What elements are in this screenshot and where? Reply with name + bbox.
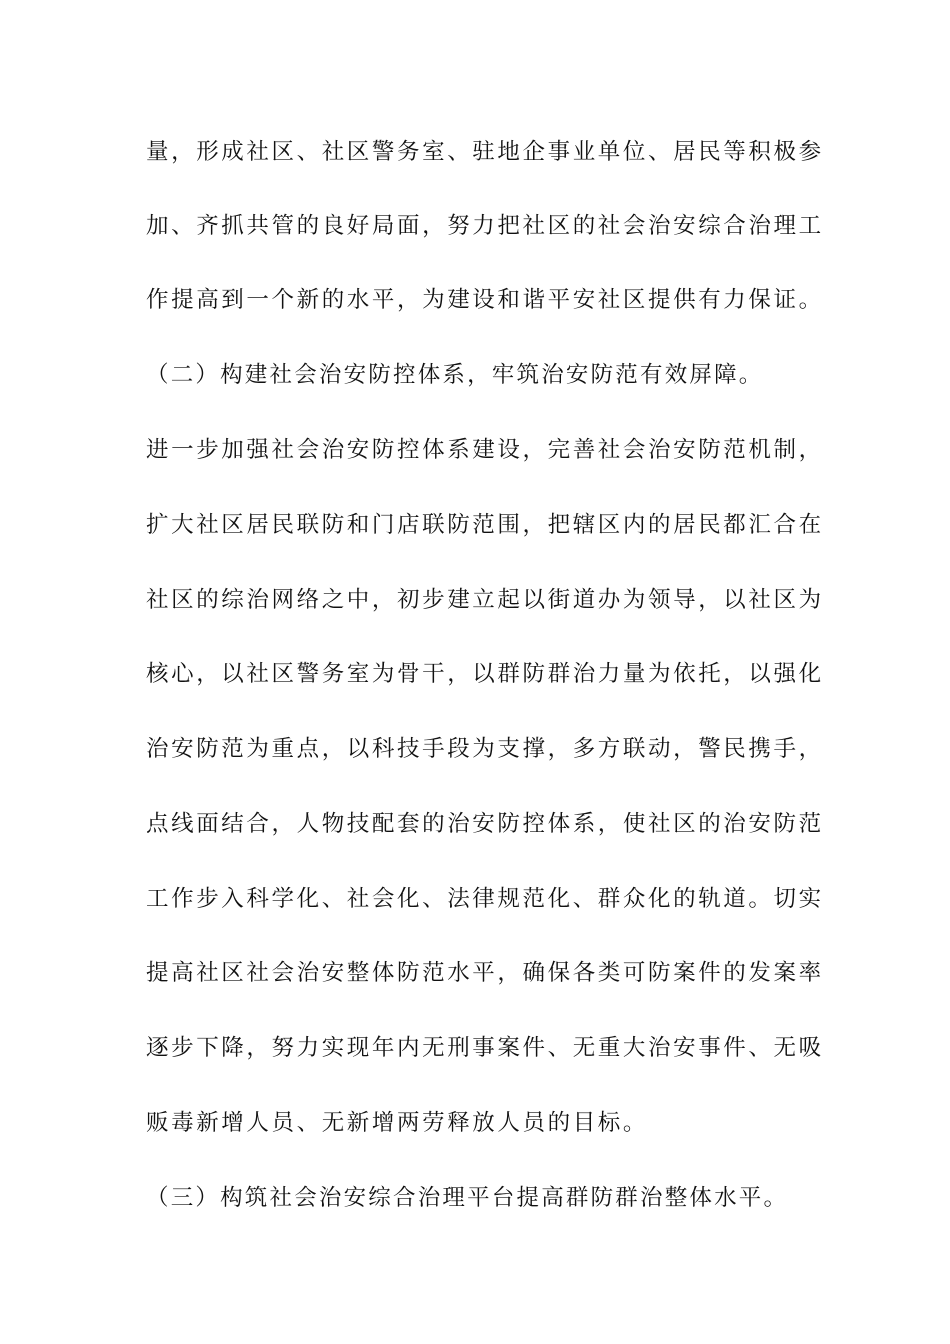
- paragraph-line: 社区的综治网络之中，初步建立起以街道办为领导，以社区为: [146, 587, 824, 613]
- paragraph-line: 点线面结合，人物技配套的治安防控体系，使社区的治安防范: [146, 811, 824, 837]
- paragraph-line: 核心，以社区警务室为骨干，以群防群治力量为依托，以强化: [146, 661, 824, 687]
- section-heading-3: （三）构筑社会治安综合治理平台提高群防群治整体水平。: [146, 1185, 789, 1211]
- paragraph-line: 加、齐抓共管的良好局面，努力把社区的社会治安综合治理工: [146, 213, 824, 239]
- paragraph-line: 量，形成社区、社区警务室、驻地企事业单位、居民等积极参: [146, 139, 824, 165]
- section-heading-2: （二）构建社会治安防控体系，牢筑治安防范有效屏障。: [146, 362, 764, 388]
- paragraph-line: 贩毒新增人员、无新增两劳释放人员的目标。: [146, 1110, 649, 1136]
- paragraph-line: 扩大社区居民联防和门店联防范围，把辖区内的居民都汇合在: [146, 512, 824, 538]
- paragraph-line: 提高社区社会治安整体防范水平，确保各类可防案件的发案率: [146, 960, 824, 986]
- paragraph-line: 逐步下降，努力实现年内无刑事案件、无重大治安事件、无吸: [146, 1035, 824, 1061]
- paragraph-line: 作提高到一个新的水平，为建设和谐平安社区提供有力保证。: [146, 287, 824, 313]
- paragraph-line: 进一步加强社会治安防控体系建设，完善社会治安防范机制，: [146, 437, 824, 463]
- paragraph-line: 治安防范为重点，以科技手段为支撑，多方联动，警民携手，: [146, 736, 824, 762]
- paragraph-line: 工作步入科学化、社会化、法律规范化、群众化的轨道。切实: [146, 886, 824, 912]
